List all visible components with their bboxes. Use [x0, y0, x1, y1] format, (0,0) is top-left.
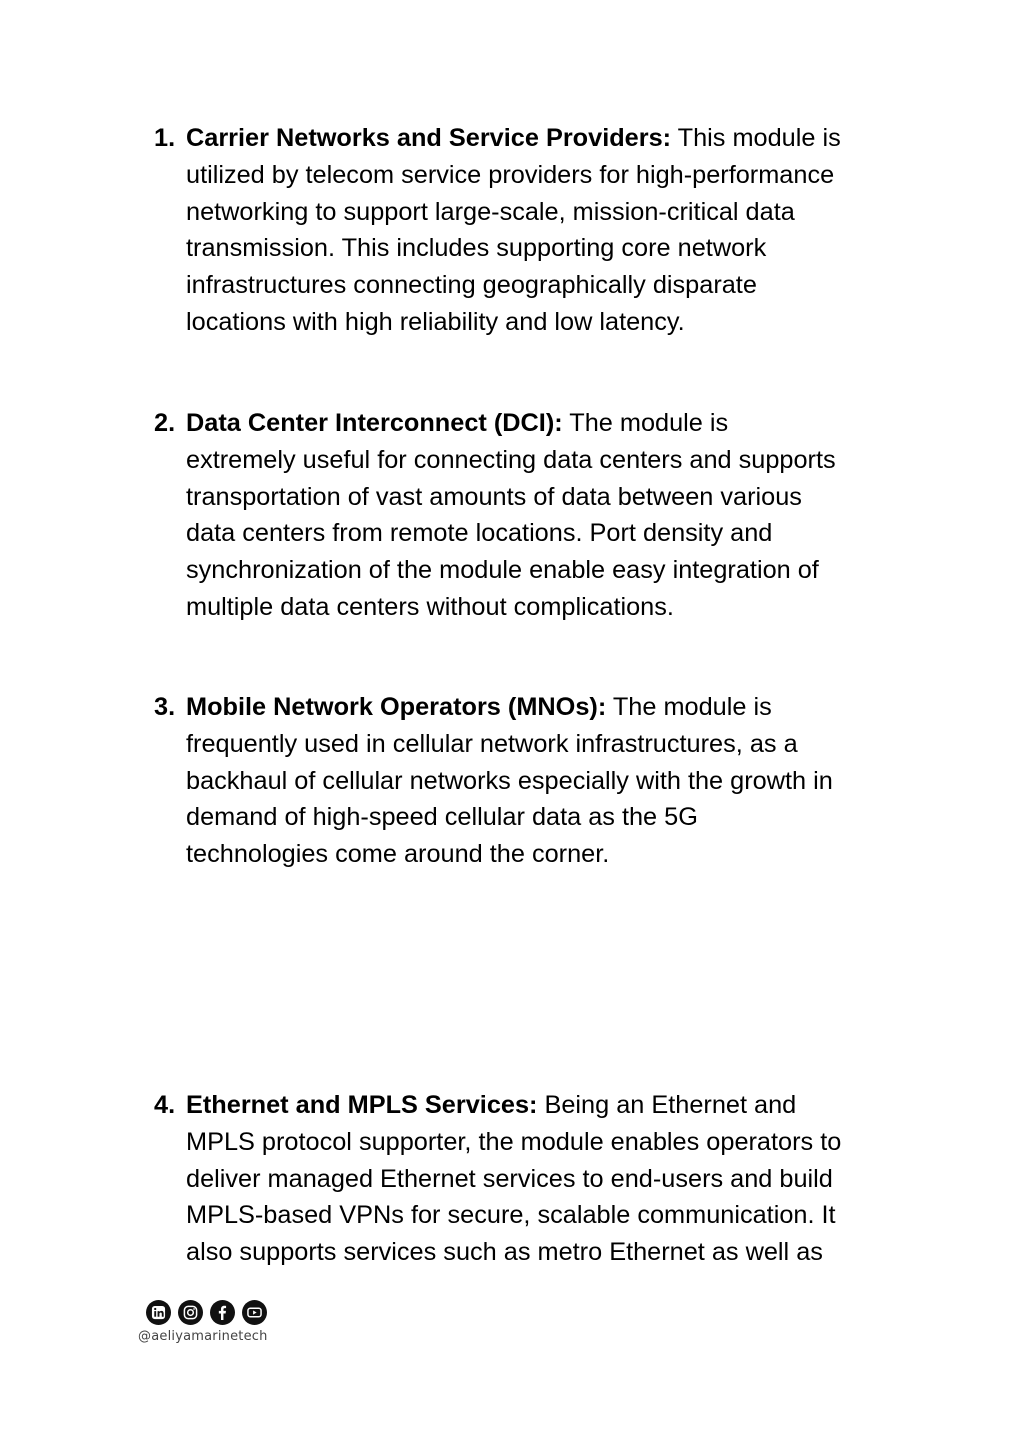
- text-line: frequently used in cellular network infrastructures, as a: [186, 729, 798, 758]
- list-number: 4.: [154, 1091, 176, 1119]
- text-line: This module is: [671, 124, 841, 152]
- text-line: Being an Ethernet and: [537, 1091, 797, 1119]
- first-line: [186, 689, 926, 726]
- list-item-text: [186, 1087, 926, 1271]
- text-line: The module is: [606, 693, 772, 721]
- item-heading: Carrier Networks and Service Providers:: [186, 124, 672, 152]
- first-line: [186, 120, 926, 157]
- item-heading: Mobile Network Operators (MNOs):: [186, 693, 607, 721]
- instagram-icon[interactable]: [178, 1300, 203, 1325]
- text-line: infrastructures connecting geographically disparate: [186, 271, 757, 300]
- text-line: deliver managed Ethernet services to end-users and build: [186, 1164, 833, 1193]
- list-number: 3.: [154, 693, 176, 721]
- text-line: data centers from remote locations. Port density and: [186, 519, 773, 548]
- linkedin-icon[interactable]: [146, 1300, 171, 1325]
- text-line: networking to support large-scale, mission-critical data: [186, 197, 795, 226]
- list-number: 1.: [154, 124, 176, 152]
- text-line: MPLS protocol supporter, the module enables operators to: [186, 1127, 842, 1156]
- youtube-icon[interactable]: [242, 1300, 267, 1325]
- text-line: extremely useful for connecting data centers and supports: [186, 445, 836, 474]
- text-line: The module is: [562, 409, 729, 437]
- social-footer: [138, 1300, 268, 1344]
- social-icons: [146, 1300, 268, 1325]
- text-line: locations with high reliability and low latency.: [186, 307, 685, 336]
- text-line: transportation of vast amounts of data between various: [186, 482, 802, 511]
- text-line: multiple data centers without complications.: [186, 592, 674, 621]
- first-line: [186, 1087, 926, 1124]
- text-line: demand of high-speed cellular data as the 5G: [186, 803, 698, 832]
- list-item-text: [186, 405, 926, 626]
- text-line: technologies come around the corner.: [186, 840, 610, 869]
- first-line: [186, 405, 926, 442]
- text-line: MPLS-based VPNs for secure, scalable communication. It: [186, 1201, 836, 1230]
- list-item-text: [186, 120, 926, 341]
- item-heading: Data Center Interconnect (DCI):: [186, 409, 563, 437]
- text-line: utilized by telecom service providers for high-performance: [186, 160, 835, 189]
- facebook-icon[interactable]: [210, 1300, 235, 1325]
- item-heading: Ethernet and MPLS Services:: [186, 1091, 538, 1119]
- list-number: 2.: [154, 409, 176, 437]
- text-line: backhaul of cellular networks especially with the growth in: [186, 766, 833, 795]
- text-line: also supports services such as metro Ethernet as well as: [186, 1238, 823, 1267]
- text-line: transmission. This includes supporting core network: [186, 234, 767, 263]
- text-line: synchronization of the module enable easy integration of: [186, 556, 819, 585]
- social-handle: @aeliyamarinetech: [138, 1329, 268, 1344]
- list-item-text: [186, 689, 926, 873]
